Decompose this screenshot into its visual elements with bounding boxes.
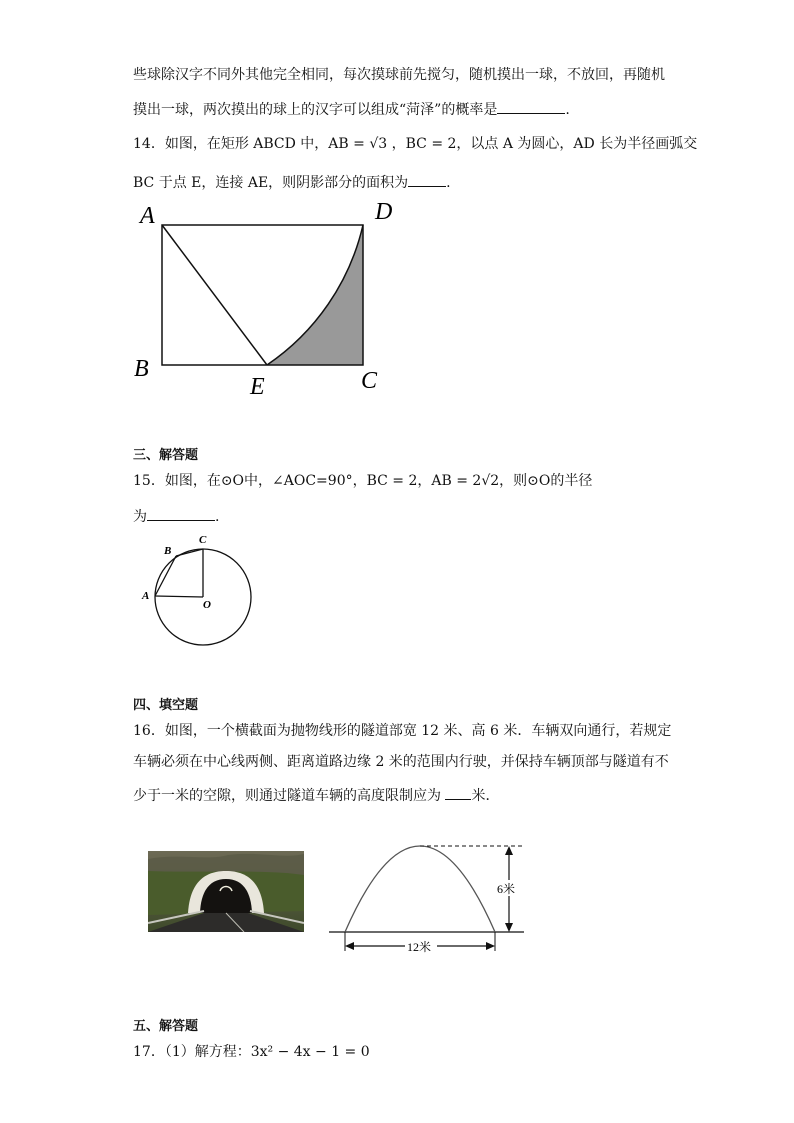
tunnel-photo [148,851,304,932]
q13-answer-blank [497,99,565,114]
q14-line1: 14．如图，在矩形 ABCD 中，AB = √3 ，BC = 2，以点 A 为圆心，AD 长为半径画弧交 [133,136,698,152]
label-e: E [250,374,265,400]
q14-end: . [446,175,451,191]
circle-figure [135,530,265,655]
q16-line2: 车辆必须在中心线两侧、距离道路边缘 2 米的范围内行驶，并保持车辆顶部与隧道有不 [133,754,669,770]
label-a: A [140,203,155,229]
label-b: B [164,545,172,557]
rectangle-figure [125,195,395,405]
section-5-title: 五、解答题 [133,1019,199,1034]
label-d: D [375,199,393,225]
width-arrow-left-head [345,942,354,950]
label-o: O [203,599,211,611]
q13-line2 [133,99,570,119]
segment-ae [162,225,267,365]
height-label: 6米 [497,882,516,896]
q14-line2-text: BC 于点 E，连接 AE，则阴影部分的面积为 [133,175,409,191]
shaded-region [267,225,363,365]
section-4-title: 四、填空题 [133,698,199,713]
q15-answer-blank [147,506,215,521]
q15-line2-text: 为 [133,509,147,525]
q15-line2 [133,506,219,526]
q13-line2-text: 摸出一球，两次摸出的球上的汉字可以组成“菏泽”的概率是 [133,102,498,118]
height-arrow-bottom-head [505,923,513,932]
q16-line1: 16．如图，一个横截面为抛物线形的隧道部宽 12 米、高 6 米．车辆双向通行，若规定 [133,723,672,739]
parabola-diagram [325,835,535,960]
q13-line1: 些球除汉字不同外其他完全相同，每次摸球前先搅匀，随机摸出一球，不放回，再随机 [133,67,665,83]
q16-line3 [133,785,499,805]
q15-end: . [215,509,220,525]
segment-ab [155,556,176,596]
segment-ao [155,596,203,597]
q16-end: 米． [471,788,500,804]
q14-line2 [133,172,451,192]
q16-answer-blank [445,785,471,800]
label-c: C [199,534,207,546]
label-c: C [361,368,378,394]
height-arrow-top-head [505,846,513,855]
q13-end: . [565,102,570,118]
width-label: 12米 [407,940,432,954]
q17-line1: 17．（1）解方程：3x² − 4x − 1 = 0 [133,1044,370,1060]
q16-line3-text: 少于一米的空隙，则通过隧道车辆的高度限制应为 [133,788,441,804]
label-b: B [134,356,149,382]
segment-bc [176,549,203,556]
q15-line1: 15．如图，在⊙O中，∠AOC=90°，BC = 2，AB = 2√2，则⊙O的半径 [133,473,593,489]
width-arrow-right-head [486,942,495,950]
parabola-curve [345,846,495,932]
label-a: A [142,590,150,602]
section-3-title: 三、解答题 [133,448,199,463]
q14-answer-blank [408,172,446,187]
